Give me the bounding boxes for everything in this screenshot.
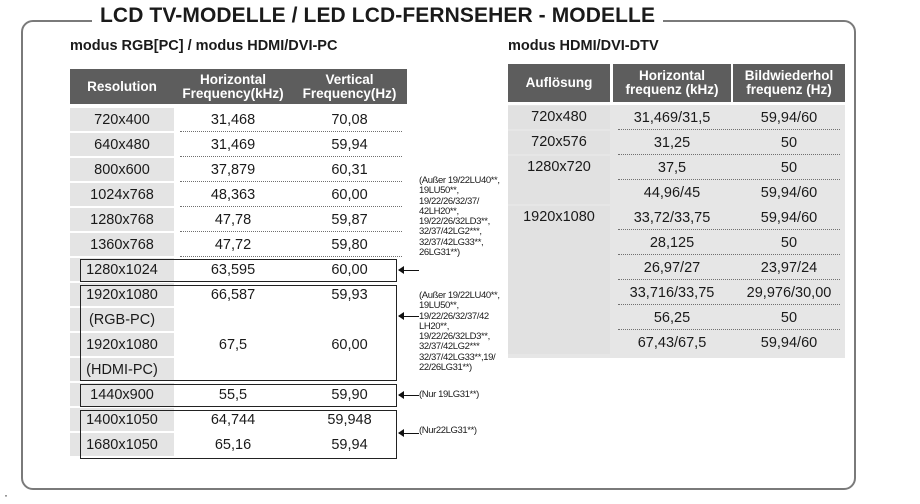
dtv-horizontal-cell: 33,72/33,75 [633,209,711,226]
pc-horizontal-cell: 31,468 [210,111,256,128]
group-box-1920x1080 [80,285,397,381]
header-resolution: Resolution [70,69,174,104]
page-title: LCD TV-MODELLE / LED LCD-FERNSEHER - MODELLE [92,4,663,28]
dtv-horizontal-cell: 31,469/31,5 [633,109,711,126]
row-separator [618,179,840,180]
pc-resolution-cell: 1440x900 [70,383,174,406]
group-box-1400-1680 [80,410,397,459]
dtv-resolution-cell: 720x576 [508,131,610,154]
dtv-horizontal-cell: 33,716/33,75 [629,284,715,301]
pc-vertical-cell: 60,00 [331,336,368,353]
pc-vertical-cell: 59,87 [331,211,368,228]
row-separator [618,229,840,230]
pc-resolution-cell: 1680x1050 [70,433,174,456]
left-subtitle: modus RGB[PC] / modus HDMI/DVI-PC [70,38,338,54]
pc-vertical-cell: 59,90 [331,386,368,403]
dtv-refresh-cell: 50 [780,234,798,251]
pc-vertical-cell: 59,948 [327,411,372,428]
dtv-horizontal-cell: 56,25 [653,309,691,326]
header-vertical-frequency: Vertical Frequency(Hz) [292,69,407,104]
pc-horizontal-cell: 67,5 [218,336,248,353]
pc-vertical-cell: 60,00 [331,186,368,203]
pc-resolution-cell: 1360x768 [70,233,174,256]
row-separator [180,206,402,207]
note-exclusions-2: (Außer 19/22LU40**, 19LU50**, 19/22/26/32/37/42 LH20**, 19/22/26/32LD3**, 32/37/42LG2*** 32/37/42LG33**,19/ 22/26LG31**) [419,290,500,374]
dtv-refresh-cell: 59,94/60 [760,184,818,201]
row-separator [180,156,402,157]
row-separator [618,304,840,305]
pc-resolution-cell: 1280x768 [70,208,174,231]
header-bildwiederholfrequenz: Bildwiederhol frequenz (Hz) [733,64,845,102]
pc-resolution-cell: (HDMI-PC) [70,358,174,381]
dtv-refresh-cell: 50 [780,159,798,176]
pc-vertical-cell: 59,94 [331,136,368,153]
pc-horizontal-cell: 31,469 [210,136,256,153]
pc-horizontal-cell: 66,587 [210,286,256,303]
row-separator [180,131,402,132]
arrow-icon [399,270,419,271]
group-box-1280x1024 [80,259,397,282]
row-separator [618,129,840,130]
dtv-refresh-cell: 59,94/60 [760,109,818,126]
pc-horizontal-cell: 47,78 [214,211,252,228]
row-separator [180,256,402,257]
dtv-refresh-cell: 59,94/60 [760,209,818,226]
row-separator [618,279,840,280]
row-separator [180,231,402,232]
pc-horizontal-cell: 63,595 [210,261,256,278]
pc-resolution-cell: 1400x1050 [70,408,174,431]
dtv-refresh-cell: 29,976/30,00 [746,284,832,301]
arrow-icon [399,433,419,434]
dtv-horizontal-cell: 67,43/67,5 [637,334,707,351]
dtv-refresh-cell: 50 [780,134,798,151]
right-subtitle: modus HDMI/DVI-DTV [508,38,659,54]
pc-horizontal-cell: 47,72 [214,236,252,253]
dtv-horizontal-cell: 28,125 [649,234,695,251]
pc-resolution-cell: 1280x1024 [70,258,174,281]
dtv-horizontal-cell: 37,5 [657,159,687,176]
dtv-horizontal-cell: 26,97/27 [643,259,701,276]
header-horizontal-frequency: Horizontal Frequency(kHz) [174,69,292,104]
pc-resolution-cell: 640x480 [70,133,174,156]
dtv-resolution-cell: 1920x1080 [508,206,610,354]
dtv-horizontal-cell: 44,96/45 [643,184,701,201]
header-aufloesung: Auflösung [508,64,610,102]
note-exclusions-1: (Außer 19/22LU40**, 19LU50**, 19/22/26/32/37/ 42LH20**, 19/22/26/32LD3**, 32/37/42LG2***, 32/37/42LG33**, 26LG31**) [419,175,500,259]
note-22lg31: (Nur22LG31**) [419,425,477,436]
pc-resolution-cell: 1920x1080 [70,283,174,306]
pc-resolution-cell: 1024x768 [70,183,174,206]
pc-vertical-cell: 59,93 [331,286,368,303]
pc-resolution-cell: 1920x1080 [70,333,174,356]
dtv-refresh-cell: 50 [780,309,798,326]
pc-horizontal-cell: 65,16 [214,436,252,453]
note-19lg31: (Nur 19LG31**) [419,389,479,400]
pc-vertical-cell: 70,08 [331,111,368,128]
dtv-refresh-cell: 59,94/60 [760,334,818,351]
dtv-horizontal-cell: 31,25 [653,134,691,151]
pc-vertical-cell: 60,00 [331,261,368,278]
pc-vertical-cell: 59,80 [331,236,368,253]
pc-resolution-cell: 720x400 [70,108,174,131]
arrow-icon [399,395,419,396]
row-separator [618,329,840,330]
pc-resolution-cell: 800x600 [70,158,174,181]
pc-vertical-cell: 60,31 [331,161,368,178]
row-separator [618,254,840,255]
pc-resolution-cell: (RGB-PC) [70,308,174,331]
pc-horizontal-cell: 55,5 [218,386,248,403]
row-separator [180,181,402,182]
margin-mark: · [4,488,8,502]
pc-horizontal-cell: 37,879 [210,161,256,178]
pc-horizontal-cell: 64,744 [210,411,256,428]
pc-vertical-cell: 59,94 [331,436,368,453]
dtv-resolution-cell: 720x480 [508,106,610,129]
header-horizontal-frequenz: Horizontal frequenz (kHz) [613,64,731,102]
row-separator [618,154,840,155]
dtv-refresh-cell: 23,97/24 [760,259,818,276]
dtv-resolution-cell: 1280x720 [508,156,610,204]
pc-horizontal-cell: 48,363 [210,186,256,203]
arrow-icon [399,316,419,317]
group-box-1440x900 [80,384,397,407]
